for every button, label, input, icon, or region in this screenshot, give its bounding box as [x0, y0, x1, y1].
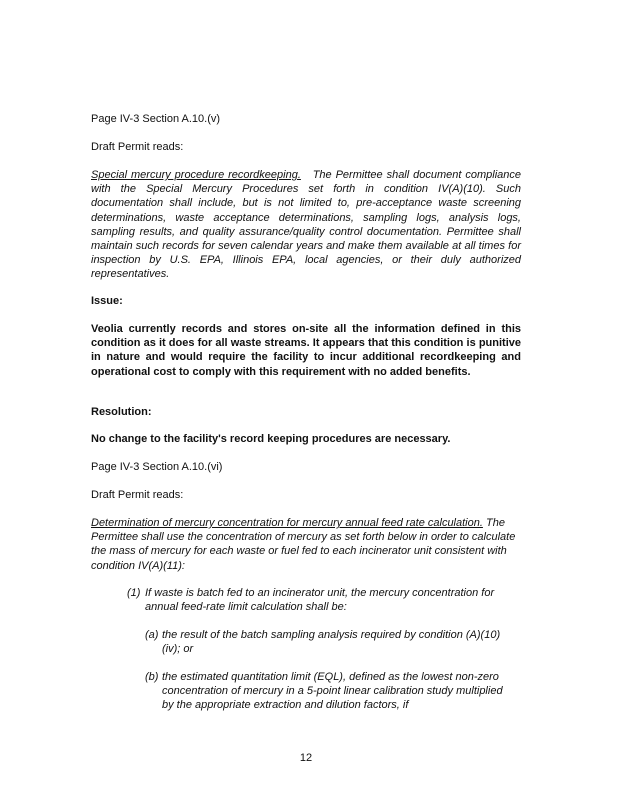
- list-item-text: If waste is batch fed to an incinerator unit, the mercury concentration for annual feed-rate limit calculation shall be:: [145, 587, 495, 614]
- issue-label: Issue:: [91, 295, 123, 307]
- page-number: 12: [299, 752, 313, 764]
- sub-item-text: the result of the batch sampling analysis required by condition (A)(10)(iv); or: [162, 629, 501, 656]
- sub-item-number: (b): [145, 671, 159, 683]
- sub-item-number: (a): [145, 629, 159, 641]
- section-heading: Page IV-3 Section A.10.(v): [91, 113, 221, 125]
- resolution-text: No change to the facility's record keeping procedures are necessary.: [91, 433, 451, 445]
- condition-body-2: The Permittee shall use the concentration of mercury as set forth below in order to calculate the mass of mercury for each waste or fuel fed to each incinerator unit consistent with condition IV(A)(11):: [91, 517, 516, 572]
- sub-item-text: the estimated quantitation limit (EQL), defined as the lowest non-zero concentration of mercury in a 5-point linear calibration study multiplied by the appropriate extraction and dilution factors, if: [162, 671, 503, 712]
- section-heading-2: Page IV-3 Section A.10.(vi): [91, 461, 223, 473]
- issue-text: Veolia currently records and stores on-site all the information defined in this condition as it does for all waste streams. It appears that this condition is punitive in nature and would require the facility to incur additional recordkeeping and operational cost to comply with this requirement with no added benefits.: [91, 323, 521, 378]
- draft-permit-text-2: [91, 516, 521, 573]
- resolution-label: Resolution:: [91, 406, 152, 418]
- draft-permit-label-2: Draft Permit reads:: [91, 489, 184, 501]
- condition-title: Special mercury procedure recordkeeping.: [91, 169, 301, 181]
- draft-permit-text: [91, 168, 521, 282]
- condition-body: The Permittee shall document compliance with the Special Mercury Procedures set forth in condition IV(A)(10). Such documentation shall include, but is not limited to, pre-acceptance waste screening determinations, waste acceptance determinations, sampling logs, analysis logs, sampling results, and quality assurance/quality control documentation. Permittee shall maintain such records for seven calendar years and make them available at all times for inspection by U.S. EPA, Illinois EPA, local agencies, or their duly authorized representatives.: [91, 169, 521, 281]
- draft-permit-label: Draft Permit reads:: [91, 141, 184, 153]
- list-item-number: (1): [127, 587, 141, 599]
- condition-title-2: Determination of mercury concentration for mercury annual feed rate calculation.: [91, 517, 483, 529]
